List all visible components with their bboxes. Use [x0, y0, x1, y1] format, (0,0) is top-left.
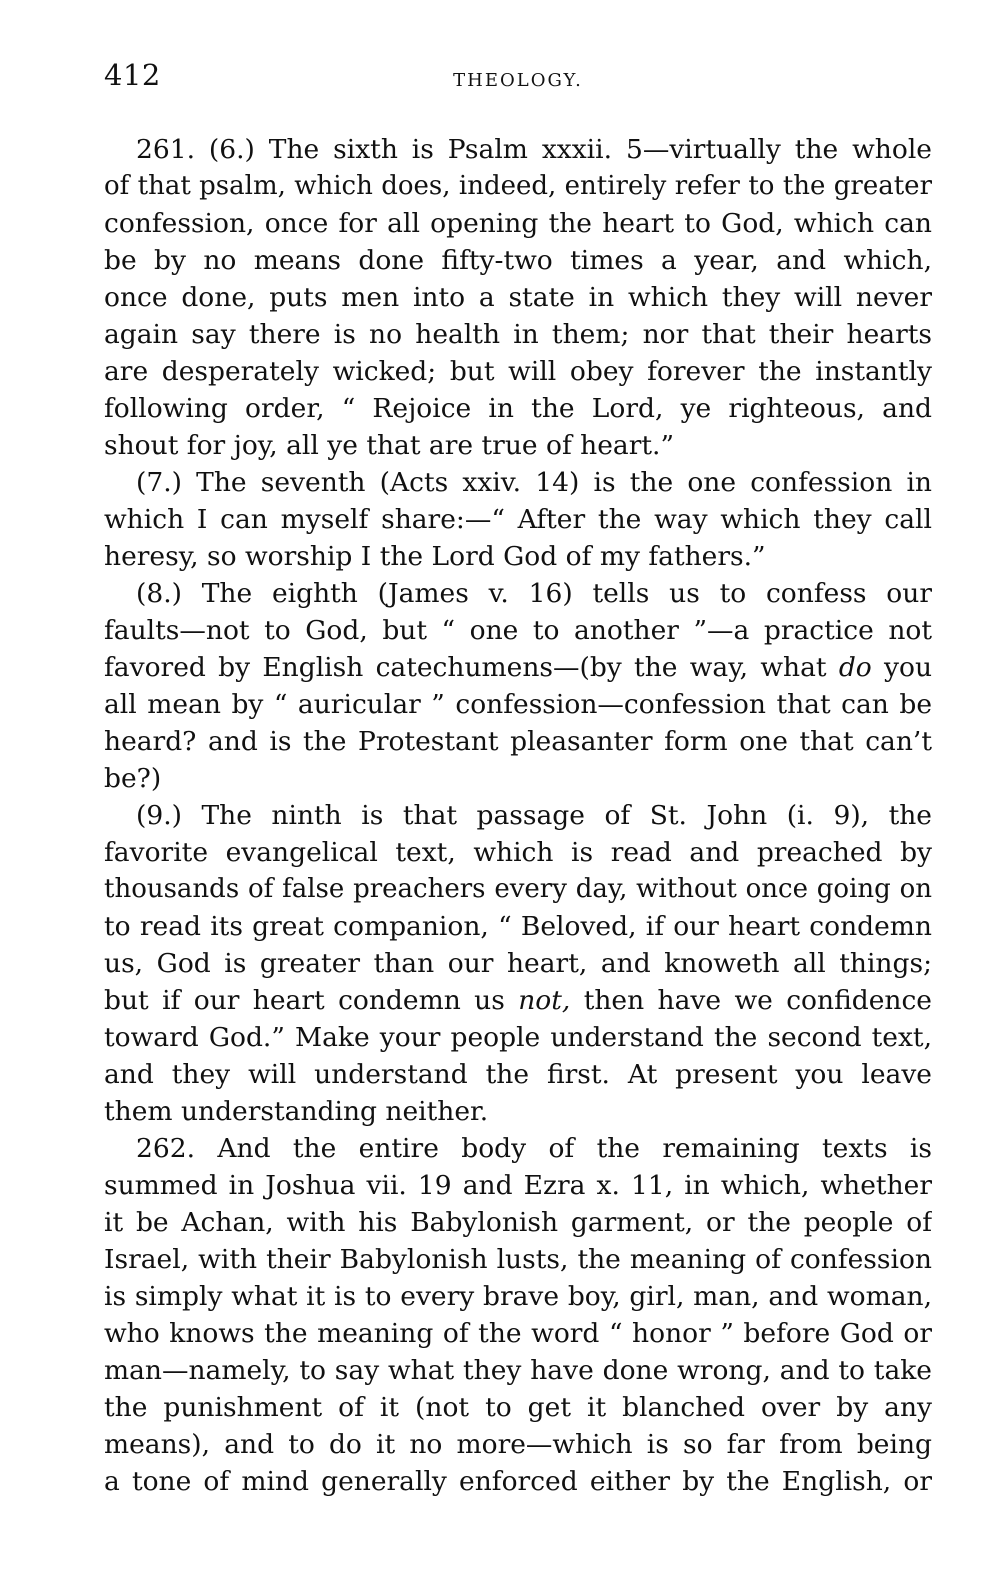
text-line: all mean by “ auricular ” confession—confession that can be — [104, 689, 932, 720]
text-line: heresy, so worship I the Lord God of my fathers.” — [104, 541, 766, 572]
text-line: are desperately wicked; but will obey forever the instantly — [104, 356, 932, 387]
text-line: favorite evangelical text, which is read and preached by — [104, 837, 932, 868]
text-line: it be Achan, with his Babylonish garment, or the people of — [104, 1207, 932, 1238]
text-line: but if our heart condemn us not, then have we confidence — [104, 985, 932, 1016]
text-line: man—namely, to say what they have done wrong, and to take — [104, 1355, 932, 1386]
text-line: be?) — [104, 763, 162, 794]
page-number: 412 — [104, 58, 161, 92]
text-line: who knows the meaning of the word “ honor ” before God or — [104, 1318, 932, 1349]
text-line: us, God is greater than our heart, and knoweth all things; — [104, 948, 932, 979]
text-line: them understanding neither. — [104, 1096, 489, 1127]
text-line: heard? and is the Protestant pleasanter form one that can’t — [104, 726, 932, 757]
text-line: Israel, with their Babylonish lusts, the meaning of confession — [104, 1244, 932, 1275]
text-line: faults—not to God, but “ one to another ”—a practice not — [104, 615, 932, 646]
text-line: (8.) The eighth (James v. 16) tells us to confess our — [136, 578, 932, 609]
text-line: thousands of false preachers every day, without once going on — [104, 874, 932, 904]
text-line: following order, “ Rejoice in the Lord, ye righteous, and — [104, 393, 932, 424]
text-line: again say there is no health in them; nor that their hearts — [104, 319, 932, 350]
text-line: and they will understand the first. At present you leave — [104, 1059, 932, 1090]
emphasis: not, — [504, 985, 571, 1016]
text-line: which I can myself share:—“ After the way which they call — [104, 504, 932, 535]
text-line: the punishment of it (not to get it blanched over by any — [104, 1392, 932, 1423]
text-line: (7.) The seventh (Acts xxiv. 14) is the one confession in — [136, 467, 932, 498]
text-line: confession, once for all opening the heart to God, which can — [104, 208, 932, 239]
text-line: is simply what it is to every brave boy, girl, man, and woman, — [104, 1281, 932, 1312]
emphasis: do — [826, 652, 885, 683]
text-line: toward God.” Make your people understand the second text, — [104, 1022, 932, 1053]
text-line: favored by English catechumens—(by the way, what do you — [104, 652, 932, 683]
text-line: (9.) The ninth is that passage of St. John (i. 9), the — [136, 800, 932, 831]
text-line: summed in Joshua vii. 19 and Ezra x. 11, in which, whether — [104, 1170, 932, 1201]
text-line: of that psalm, which does, indeed, entirely refer to the greater — [104, 171, 932, 201]
text-line: once done, puts men into a state in which they will never — [104, 282, 932, 313]
text-line: shout for joy, all ye that are true of heart.” — [104, 430, 675, 461]
text-line: to read its great companion, “ Beloved, if our heart condemn — [104, 911, 932, 942]
text-line: 261. (6.) The sixth is Psalm xxxii. 5—virtually the whole — [136, 134, 932, 165]
text-line: means), and to do it no more—which is so far from being — [104, 1429, 932, 1460]
body-text — [104, 131, 932, 1500]
text-line: a tone of mind generally enforced either by the English, or — [104, 1466, 932, 1497]
text-line: 262. And the entire body of the remaining texts is — [136, 1133, 932, 1164]
text-line: be by no means done fifty-two times a year, and which, — [104, 245, 932, 276]
page-header — [104, 58, 932, 98]
running-head: THEOLOGY. — [453, 70, 583, 91]
